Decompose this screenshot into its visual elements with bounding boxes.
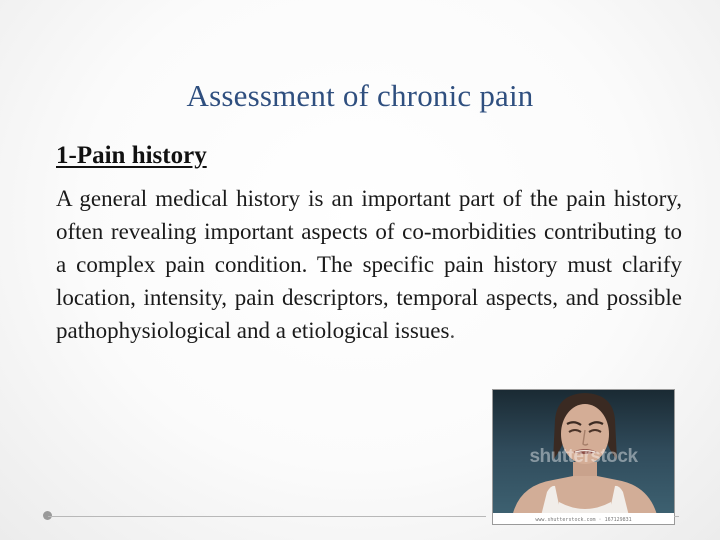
stock-watermark: shutterstock [529,446,638,467]
body-period: . [449,318,456,343]
footer-line-right [674,516,679,517]
pain-photo [492,389,675,525]
footer-line [48,516,486,517]
slide-title: Assessment of chronic pain [186,78,534,113]
section-heading: 1-Pain history [56,142,207,169]
body-text: A general medical history is an important part of the pain history, often revealing important aspects of co-morbidities contributing to a complex pain condition. The specific pain history must clarify location, intensity, pain descriptors, temporal aspects, and possible pathophysiological and a etiological issues [56,186,682,343]
body-paragraph [56,182,682,347]
photo-footer-text: www.shutterstock.com · 167129831 [535,517,632,523]
